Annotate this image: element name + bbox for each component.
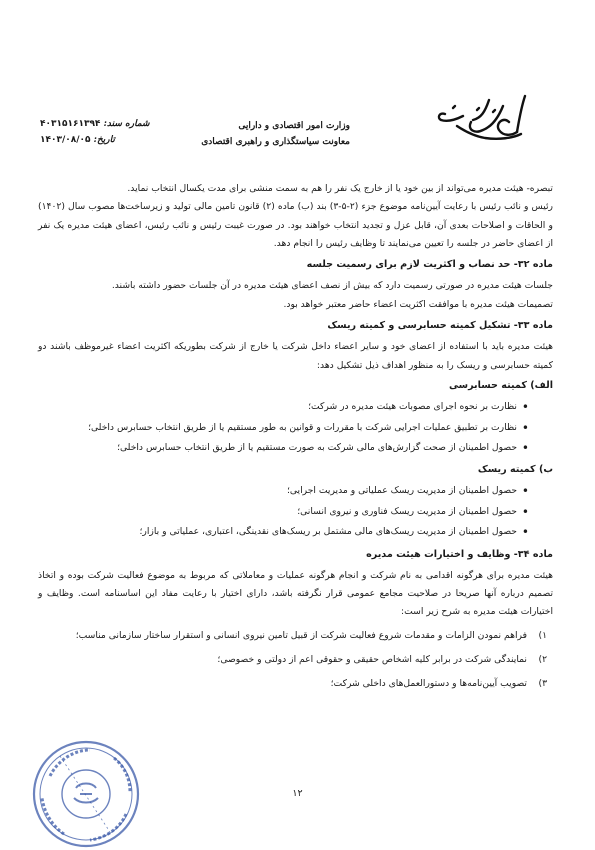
article-33-paragraph: هیئت مدیره باید با استفاده از اعضای خود و سایر اعضاء داخل شرکت یا خارج از شرکت بطوریکه اکثریت اعضاء غیرموظف باشند دو کمیته حسابرسی و ریسک را به منظور اهداف ذیل تشکیل دهد: bbox=[38, 341, 553, 371]
list-item: • نظارت بر نحوه اجرای مصوبات هیئت مدیره در شرکت؛ bbox=[38, 397, 529, 418]
article-34-heading: ماده ۳۴- وظایف و اختیارات هیئت مدیره bbox=[366, 548, 553, 560]
document-number-row bbox=[40, 116, 160, 132]
list-item: • حصول اطمینان از صحت گزارش‌های مالی شرکت به صورت مستقیم یا از طریق انتخاب حسابرس داخلی؛ bbox=[38, 438, 529, 459]
document-meta bbox=[40, 116, 160, 148]
article-32-paragraph-1: جلسات هیئت مدیره در صورتی رسمیت دارد که بیش از نصف اعضای هیئت مدیره در آن جلسات حضور داشته باشند. bbox=[111, 280, 553, 292]
risk-committee-list bbox=[38, 481, 553, 543]
ministry-header bbox=[180, 118, 350, 150]
audit-committee-list bbox=[38, 397, 553, 459]
list-item bbox=[38, 674, 553, 694]
ministry-line-1: وزارت امور اقتصادی و دارایی bbox=[238, 121, 350, 131]
list-item: • نظارت بر تطبیق عملیات اجرایی شرکت با مقررات و قوانین به طور مستقیم یا از طریق انتخاب حسابرس داخلی؛ bbox=[38, 418, 529, 439]
document-number-label: شماره سند: bbox=[103, 119, 150, 129]
article-33-heading: ماده ۳۳- تشکیل کمیته حسابرسی و کمیته ریسک bbox=[327, 320, 553, 332]
item-number: ۲) bbox=[538, 653, 547, 665]
ministry-line-2: معاونت سیاستگذاری و راهبری اقتصادی bbox=[201, 137, 350, 147]
item-number: ۱) bbox=[538, 629, 547, 641]
document-date-row bbox=[40, 132, 160, 148]
item-number: ۳) bbox=[538, 677, 547, 689]
article-32-heading: ماده ۳۲- حد نصاب و اکثریت لازم برای رسمیت جلسه bbox=[306, 259, 553, 271]
document-date-value: ۱۴۰۳/۰۸/۰۵ bbox=[40, 135, 91, 145]
risk-committee-heading: ب) کمیته ریسک bbox=[477, 463, 553, 475]
list-item: • حصول اطمینان از مدیریت ریسک فناوری و نیروی انسانی؛ bbox=[38, 502, 529, 523]
page-number: ۱۲ bbox=[292, 788, 303, 799]
note-paragraph: تبصره- هیئت مدیره می‌تواند از بین خود یا از خارج یک نفر را هم به سمت منشی برای مدت یکسال انتخاب نماید. bbox=[127, 183, 553, 194]
item-text: نمایندگی شرکت در برابر کلیه اشخاص حقیقی و حقوقی اعم از دولتی و خصوصی؛ bbox=[217, 653, 527, 665]
item-text: فراهم نمودن الزامات و مقدمات شروع فعالیت شرکت از قبیل تامین نیروی انسانی و استقرار ساختار سازمانی مناسب؛ bbox=[75, 629, 527, 641]
list-item bbox=[38, 650, 553, 670]
board-duties-list bbox=[38, 626, 553, 694]
organization-logo bbox=[433, 86, 533, 150]
article-32-paragraph-2: تصمیمات هیئت مدیره با موافقت اکثریت اعضاء حاضر معتبر خواهد بود. bbox=[283, 298, 553, 310]
list-item: • حصول اطمینان از مدیریت ریسک عملیاتی و مدیریت اجرایی؛ bbox=[38, 481, 529, 502]
list-item bbox=[38, 626, 553, 646]
document-body bbox=[38, 180, 553, 698]
item-text: تصویب آیین‌نامه‌ها و دستورالعمل‌های داخلی شرکت؛ bbox=[330, 677, 527, 689]
audit-committee-heading: الف) کمیته حسابرسی bbox=[448, 379, 553, 391]
document-date-label: تاریخ: bbox=[93, 135, 115, 145]
article-34-paragraph: هیئت مدیره برای هرگونه اقدامی به نام شرکت و انجام هرگونه عملیات و معاملاتی که مربوط به موضوع فعالیت شرکت بوده و اتخاذ تصمیم درباره آنها صریحا در صلاحیت مجامع عمومی قرار نگرفته باشد، دارای اختیار با رعایت مفاد این اساسنامه است. وظایف و اختیارات هیئت مدیره به شرح زیر است: bbox=[38, 569, 553, 618]
list-item: • حصول اطمینان از مدیریت ریسک‌های مالی مشتمل بر ریسک‌های نقدینگی، اعتباری، عملیاتی و بازار؛ bbox=[38, 522, 529, 543]
document-number-value: ۴۰۳۱۵۱۶۱۳۹۴ bbox=[40, 119, 101, 129]
chair-paragraph: رئیس و نائب رئیس با رعایت آیین‌نامه موضوع جزء (۲-۵-۳) بند (ب) ماده (۲) قانون تامین مالی تولید و زیرساخت‌ها مصوب سال (۱۴۰۲) و الحاقات و اصلاحات بعدی آن، قابل عزل و تجدید انتخاب خواهند بود. در صورت غیبت رئیس و نائب رئیس، اعضای هیئت مدیره یک نفر از اعضای حاضر در جلسه را تعیین می‌نمایند تا وظایف رئیس را انجام دهد. bbox=[38, 201, 553, 249]
